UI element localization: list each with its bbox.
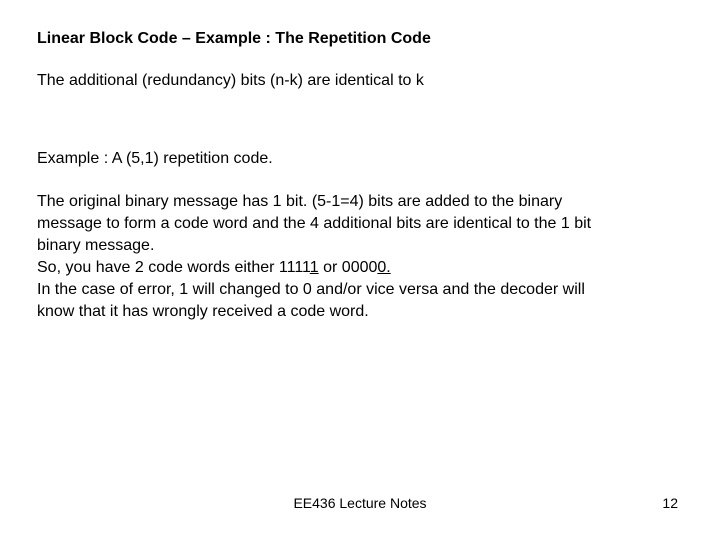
codewords-middle: or — [318, 259, 342, 276]
slide-title: Linear Block Code – Example : The Repetition Code — [37, 30, 431, 47]
codeword-2-underlined: 0. — [377, 259, 391, 276]
codewords-prefix: So, you have 2 code words either — [37, 259, 279, 276]
codewords-line — [37, 257, 391, 279]
footer-course: EE436 Lecture Notes — [293, 495, 427, 511]
error-line-1: In the case of error, 1 will changed to 0 and/or vice versa and the decoder will — [37, 281, 585, 298]
body-line-3: binary message. — [37, 237, 155, 254]
body-line-2: message to form a code word and the 4 additional bits are identical to the 1 bit — [37, 215, 592, 232]
error-line-2: know that it has wrongly received a code word. — [37, 303, 369, 320]
codeword-1-underlined: 1 — [309, 259, 319, 276]
body-line-1: The original binary message has 1 bit. (5-1=4) bits are added to the binary — [37, 193, 563, 210]
codeword-1-main: 1111 — [278, 259, 310, 276]
example-text: Example : A (5,1) repetition code. — [37, 150, 273, 167]
codeword-2-main: 0000 — [341, 259, 378, 276]
page-number: 12 — [662, 495, 678, 511]
intro-text: The additional (redundancy) bits (n-k) are identical to k — [37, 72, 424, 89]
